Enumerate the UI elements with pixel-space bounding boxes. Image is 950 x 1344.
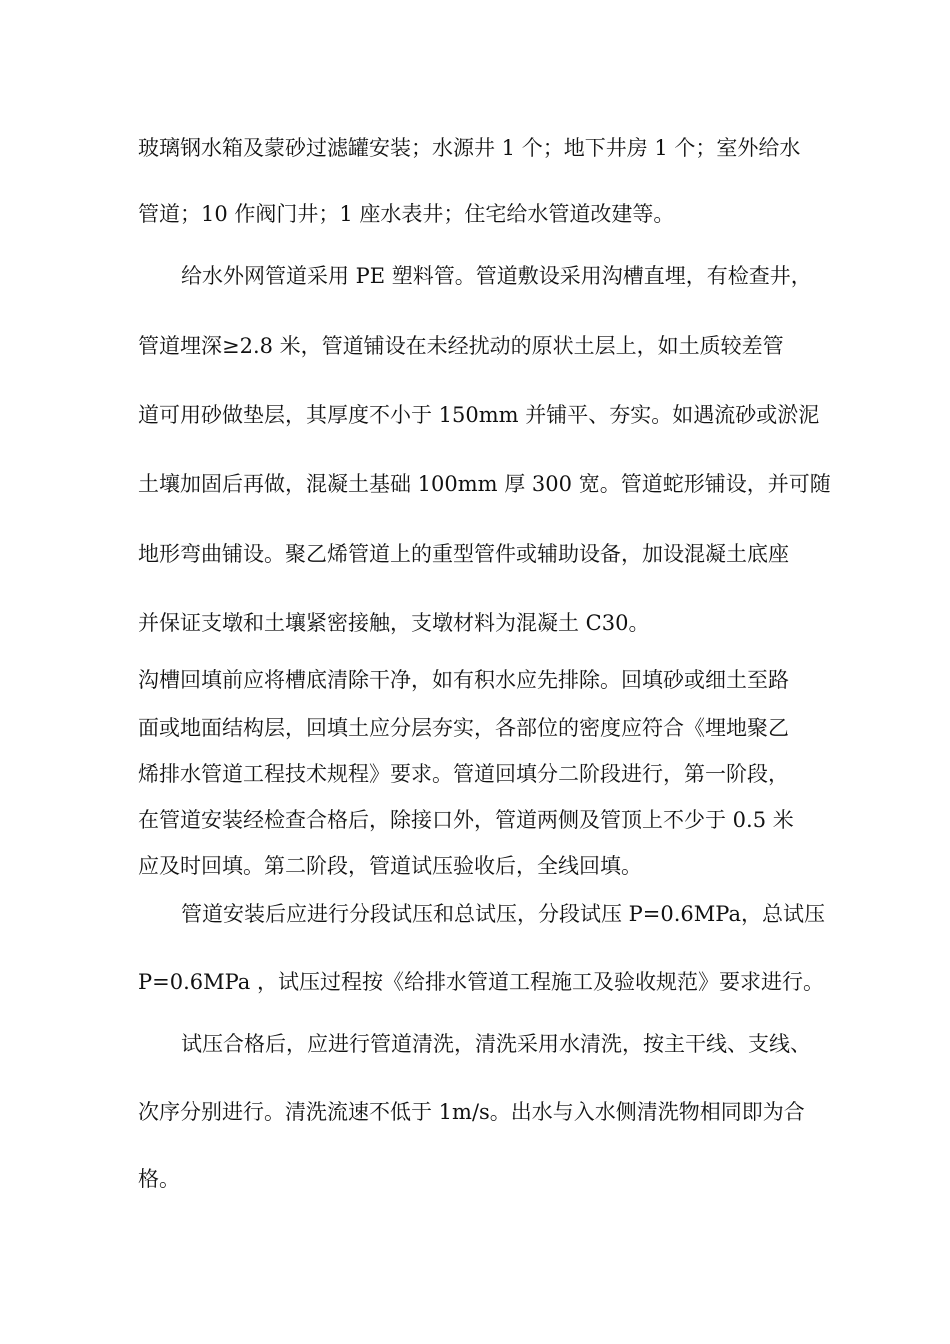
text-line-13: 应及时回填。第二阶段，管道试压验收后，全线回填。 [138, 854, 642, 878]
text-line-17: 次序分别进行。清洗流速不低于 1m/s。出水与入水侧清洗物相同即为合 [138, 1100, 805, 1124]
text-line-16: 试压合格后，应进行管道清洗，清洗采用水清洗，按主干线、支线、 [181, 1032, 811, 1056]
text-line-4: 管道埋深≥2.8 米，管道铺设在未经扰动的原状土层上，如土质较差管 [138, 334, 784, 358]
text-line-6: 土壤加固后再做，混凝土基础 100mm 厚 300 宽。管道蛇形铺设，并可随 [138, 472, 831, 496]
text-line-18: 格。 [138, 1167, 180, 1191]
text-line-12: 在管道安装经检查合格后，除接口外，管道两侧及管顶上不少于 0.5 米 [138, 808, 794, 832]
text-line-3: 给水外网管道采用 PE 塑料管。管道敷设采用沟槽直埋，有检查井， [181, 264, 812, 288]
text-line-14: 管道安装后应进行分段试压和总试压，分段试压 P=0.6MPa，总试压 [181, 902, 826, 926]
text-line-2: 管道；10 作阀门井；1 座水表井；住宅给水管道改建等。 [138, 202, 675, 226]
text-line-1: 玻璃钢水箱及蒙砂过滤罐安装；水源井 1 个；地下井房 1 个；室外给水 [138, 136, 801, 160]
text-line-15: P=0.6MPa ，试压过程按《给排水管道工程施工及验收规范》要求进行。 [138, 970, 825, 994]
text-line-8: 并保证支墩和土壤紧密接触，支墩材料为混凝土 C30。 [138, 611, 650, 635]
text-line-10: 面或地面结构层，回填土应分层夯实，各部位的密度应符合《埋地聚乙 [138, 716, 789, 740]
text-line-11: 烯排水管道工程技术规程》要求。管道回填分二阶段进行，第一阶段， [138, 762, 789, 786]
text-line-5: 道可用砂做垫层，其厚度不小于 150mm 并铺平、夯实。如遇流砂或淤泥 [138, 403, 820, 427]
text-line-9: 沟槽回填前应将槽底清除干净，如有积水应先排除。回填砂或细土至路 [138, 668, 789, 692]
text-line-7: 地形弯曲铺设。聚乙烯管道上的重型管件或辅助设备，加设混凝土底座 [138, 542, 789, 566]
